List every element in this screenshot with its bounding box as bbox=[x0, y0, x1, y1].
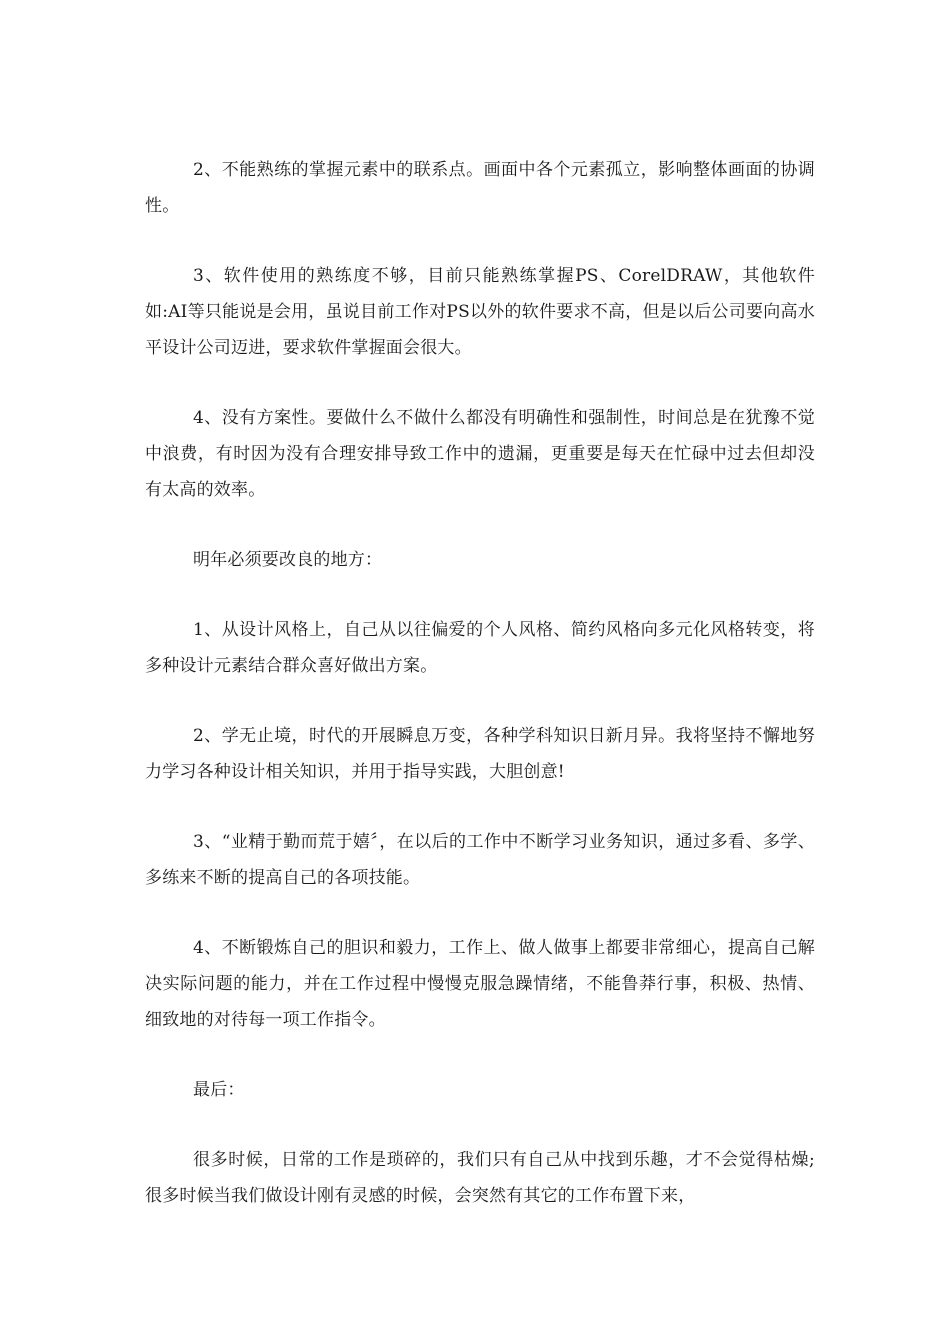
paragraph-weakness-3: 3、软件使用的熟练度不够，目前只能熟练掌握PS、CorelDRAW，其他软件如:AI等只能说是会用，虽说目前工作对PS以外的软件要求不高，但是以后公司要向高水平设计公司迈进，要求软件掌握面会很大。 bbox=[145, 266, 815, 358]
document-body bbox=[145, 152, 815, 1248]
paragraph-improvement-3: 3、“业精于勤而荒于嬉〞，在以后的工作中不断学习业务知识，通过多看、多学、多练来不断的提高自己的各项技能。 bbox=[145, 832, 815, 888]
paragraph-weakness-4: 4、没有方案性。要做什么不做什么都没有明确性和强制性，时间总是在犹豫不觉中浪费，有时因为没有合理安排导致工作中的遗漏，更重要是每天在忙碌中过去但却没有太高的效率。 bbox=[145, 408, 815, 500]
paragraph-improvement-4: 4、不断锻炼自己的胆识和毅力，工作上、做人做事上都要非常细心，提高自己解决实际问题的能力，并在工作过程中慢慢克服急躁情绪，不能鲁莽行事，积极、热情、细致地的对待每一项工作指令。 bbox=[145, 938, 815, 1030]
section-heading-finally: 最后： bbox=[193, 1080, 245, 1100]
paragraph-closing: 很多时候，日常的工作是琐碎的，我们只有自己从中找到乐趣，才不会觉得枯燥;很多时候当我们做设计刚有灵感的时候，会突然有其它的工作布置下来， bbox=[145, 1150, 815, 1206]
paragraph-weakness-2: 2、不能熟练的掌握元素中的联系点。画面中各个元素孤立，影响整体画面的协调性。 bbox=[145, 160, 815, 216]
section-heading-improvements: 明年必须要改良的地方： bbox=[193, 550, 383, 570]
paragraph-improvement-1: 1、从设计风格上，自己从以往偏爱的个人风格、简约风格向多元化风格转变，将多种设计元素结合群众喜好做出方案。 bbox=[145, 620, 815, 676]
paragraph-improvement-2: 2、学无止境，时代的开展瞬息万变，各种学科知识日新月异。我将坚持不懈地努力学习各种设计相关知识，并用于指导实践，大胆创意! bbox=[145, 726, 815, 782]
